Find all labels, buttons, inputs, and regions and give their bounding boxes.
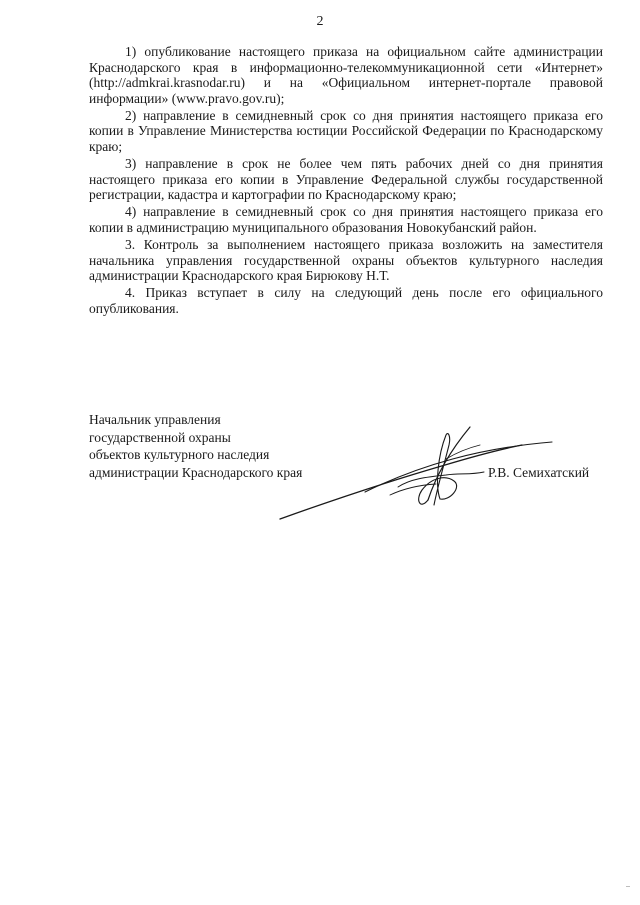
paragraph-effective-date: 4. Приказ вступает в силу на следующий день после его официального опубликования. bbox=[89, 285, 603, 316]
position-line: объектов культурного наследия bbox=[89, 447, 270, 463]
scan-artifact bbox=[626, 886, 630, 887]
paragraph-municipality: 4) направление в семидневный срок со дня принятия настоящего приказа его копии в администрацию муниципального образования Новокубанский район. bbox=[89, 204, 603, 236]
signer-name: Р.В. Семихатский bbox=[488, 465, 590, 480]
order-body-text bbox=[89, 44, 603, 318]
paragraph-justice-ministry: 2) направление в семидневный срок со дня принятия настоящего приказа его копии в Управление Министерства юстиции Российской Федерации по Краснодарскому краю; bbox=[89, 107, 603, 155]
paragraph-control: 3. Контроль за выполнением настоящего приказа возложить на заместителя начальника управления государственной охраны объектов культурного наследия администрации Краснодарского края Бирюкову Н.Т. bbox=[89, 237, 603, 284]
position-line: Начальник управления bbox=[89, 412, 221, 427]
page-number: 2 bbox=[316, 14, 324, 29]
position-line: администрации Краснодарского края bbox=[89, 464, 303, 480]
paragraph-registration-service: 3) направление в срок не более чем пять рабочих дней со дня принятия настоящего приказа его копии в Управление Федеральной службы государственной регистрации, кадастра и картографии по Краснодарскому краю; bbox=[89, 156, 603, 203]
paragraph-publication: 1) опубликование настоящего приказа на официальном сайте администрации Краснодарского края в информационно-телекоммуникационной сети «Интернет» (http://admkrai.krasnodar.ru) и на «Официальном интернет-портале правовой информации» (www.pravo.gov.ru); bbox=[89, 44, 603, 106]
position-line: государственной охраны bbox=[89, 429, 231, 445]
